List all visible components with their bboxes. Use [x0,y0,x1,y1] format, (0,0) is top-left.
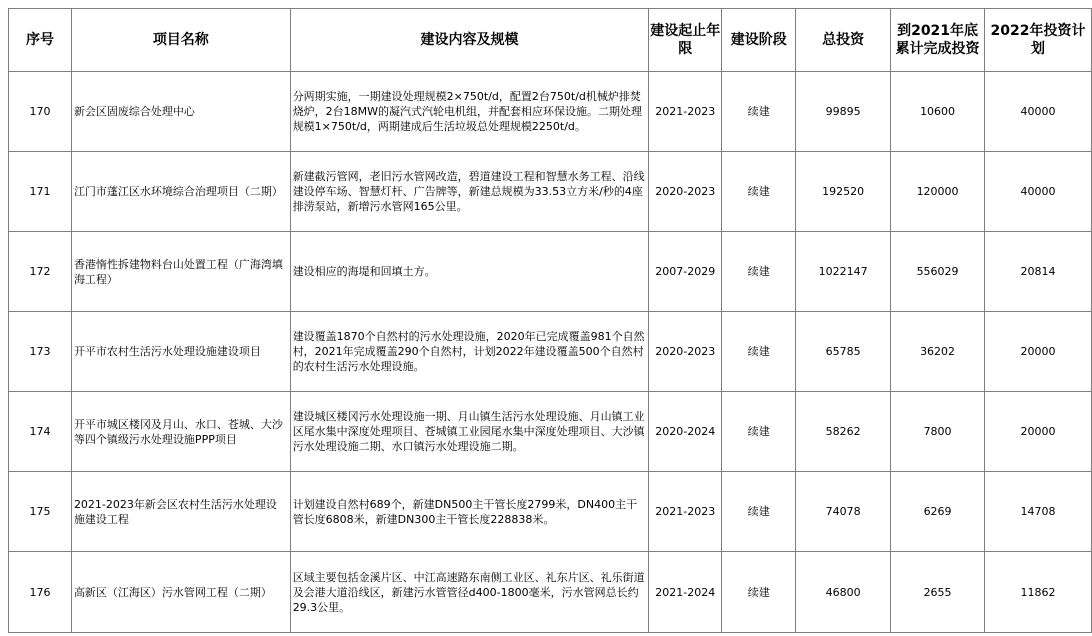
cell-plan: 20000 [985,312,1092,392]
cell-period: 2020-2024 [649,392,722,472]
cell-total: 1022147 [796,232,891,312]
cell-scope: 新建截污管网，老旧污水管网改造，碧道建设工程和智慧水务工程、沿线建设停车场、智慧灯杆、广告牌等，新建总规模为33.53立方米/秒的4座排涝泵站，新增污水管网165公里。 [290,152,649,232]
cell-name: 香港惰性拆建物料台山处置工程（广海湾填海工程） [71,232,290,312]
cell-done: 556029 [891,232,985,312]
cell-name: 江门市蓬江区水环境综合治理项目（二期） [71,152,290,232]
cell-scope: 计划建设自然村689个，新建DN500主干管长度2799米，DN400主干管长度6808米，新建DN300主干管长度228838米。 [290,472,649,552]
col-header-name: 项目名称 [71,9,290,72]
cell-total: 46800 [796,552,891,633]
cell-period: 2020-2023 [649,152,722,232]
cell-seq: 173 [9,312,72,392]
col-header-plan: 2022年投资计划 [985,9,1092,72]
cell-period: 2020-2023 [649,312,722,392]
cell-seq: 175 [9,472,72,552]
project-table [8,8,1092,633]
cell-name: 开平市农村生活污水处理设施建设项目 [71,312,290,392]
cell-seq: 171 [9,152,72,232]
cell-done: 120000 [891,152,985,232]
cell-done: 2655 [891,552,985,633]
cell-scope: 分两期实施，一期建设处理规模2×750t/d，配置2台750t/d机械炉排焚烧炉，2台18MW的凝汽式汽轮电机组，并配套相应环保设施。二期处理规模1×750t/d，两期建成后生活垃圾总处理规模2250t/d。 [290,72,649,152]
cell-done: 36202 [891,312,985,392]
cell-period: 2021-2024 [649,552,722,633]
cell-stage: 续建 [722,472,796,552]
cell-scope: 建设覆盖1870个自然村的污水处理设施，2020年已完成覆盖981个自然村，2021年完成覆盖290个自然村，计划2022年建设覆盖500个自然村的农村生活污水处理设施。 [290,312,649,392]
col-header-scope: 建设内容及规模 [290,9,649,72]
cell-total: 65785 [796,312,891,392]
cell-total: 74078 [796,472,891,552]
cell-plan: 40000 [985,72,1092,152]
cell-period: 2021-2023 [649,472,722,552]
col-header-stage: 建设阶段 [722,9,796,72]
cell-period: 2007-2029 [649,232,722,312]
table-row [9,72,1092,152]
table-row [9,392,1092,472]
cell-plan: 14708 [985,472,1092,552]
col-header-total: 总投资 [796,9,891,72]
table-row [9,552,1092,633]
col-header-seq: 序号 [9,9,72,72]
cell-plan: 40000 [985,152,1092,232]
cell-seq: 172 [9,232,72,312]
cell-name: 高新区（江海区）污水管网工程（二期） [71,552,290,633]
table-row [9,232,1092,312]
cell-done: 10600 [891,72,985,152]
cell-name: 新会区固废综合处理中心 [71,72,290,152]
header-row [9,9,1092,72]
table-row [9,472,1092,552]
cell-plan: 11862 [985,552,1092,633]
cell-plan: 20000 [985,392,1092,472]
cell-stage: 续建 [722,232,796,312]
cell-total: 192520 [796,152,891,232]
cell-scope: 建设相应的海堤和回填土方。 [290,232,649,312]
cell-stage: 续建 [722,72,796,152]
cell-total: 58262 [796,392,891,472]
col-header-period: 建设起止年限 [649,9,722,72]
cell-plan: 20814 [985,232,1092,312]
cell-stage: 续建 [722,152,796,232]
cell-total: 99895 [796,72,891,152]
cell-done: 6269 [891,472,985,552]
cell-scope: 建设城区楼冈污水处理设施一期、月山镇生活污水处理设施、月山镇工业区尾水集中深度处理项目、苍城镇工业园尾水集中深度处理项目、大沙镇污水处理设施二期、水口镇污水处理设施二期。 [290,392,649,472]
cell-seq: 170 [9,72,72,152]
cell-stage: 续建 [722,552,796,633]
table-row [9,312,1092,392]
cell-name: 2021-2023年新会区农村生活污水处理设施建设工程 [71,472,290,552]
cell-done: 7800 [891,392,985,472]
cell-scope: 区域主要包括金溪片区、中江高速路东南侧工业区、礼东片区、礼乐街道及会港大道沿线区，新建污水管管径d400-1800毫米，污水管网总长约29.3公里。 [290,552,649,633]
cell-period: 2021-2023 [649,72,722,152]
cell-stage: 续建 [722,392,796,472]
cell-name: 开平市城区楼冈及月山、水口、苍城、大沙等四个镇级污水处理设施PPP项目 [71,392,290,472]
cell-stage: 续建 [722,312,796,392]
table-row [9,152,1092,232]
cell-seq: 176 [9,552,72,633]
cell-seq: 174 [9,392,72,472]
col-header-done: 到2021年底累计完成投资 [891,9,985,72]
